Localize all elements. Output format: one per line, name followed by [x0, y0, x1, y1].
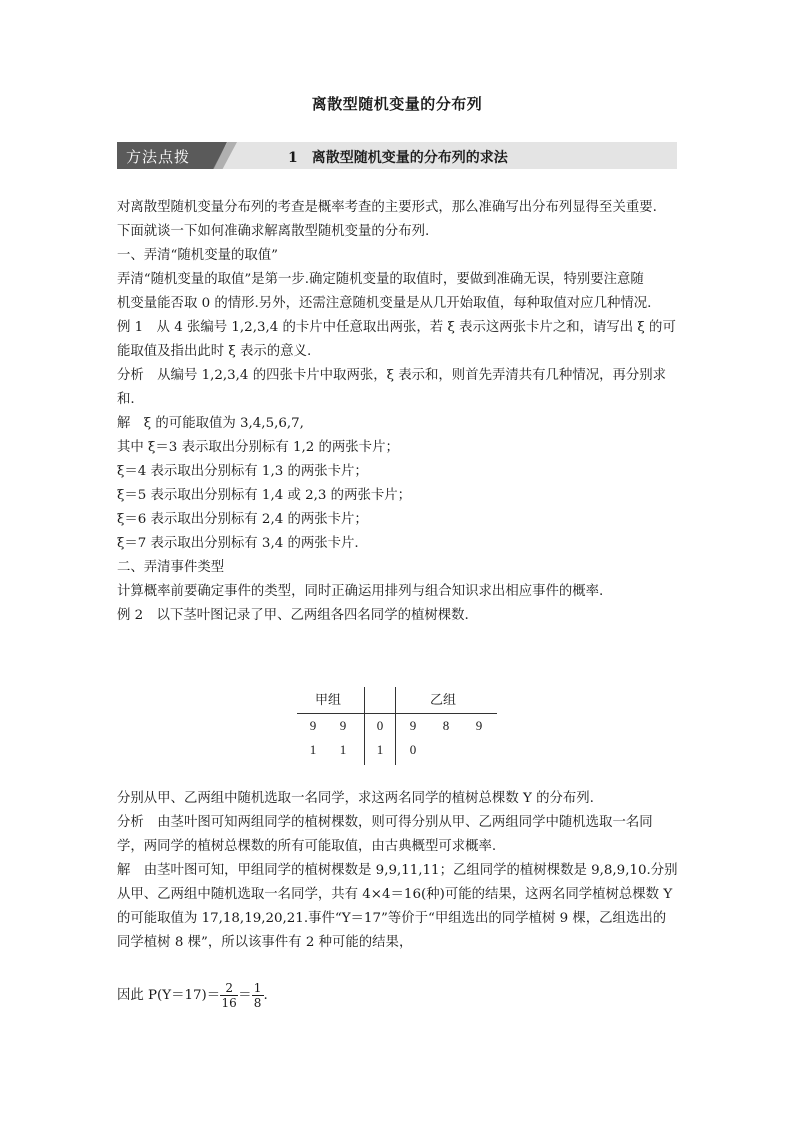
leaf-left: 9 [339, 718, 347, 733]
heading-2: 二、弄清事件类型 [117, 560, 225, 575]
equals-sign: ＝ [238, 988, 252, 1003]
leaf-left: 9 [309, 718, 317, 733]
solution-1: 解 ξ 的可能取值为 3,4,5,6,7, [117, 416, 304, 431]
fraction-numerator: 2 [220, 981, 238, 996]
text-line: ξ＝6 表示取出分别标有 2,4 的两张卡片； [117, 512, 368, 527]
leaf-left: 1 [339, 742, 347, 757]
text-line: 和. [117, 392, 135, 407]
banner-tag-label: 方法点拨 [126, 148, 191, 166]
text-line: ξ＝7 表示取出分别标有 3,4 的两张卡片. [117, 536, 359, 551]
analysis-2: 分析 由茎叶图可知两组同学的植树棵数，则可得分别从甲、乙两组同学中随机选取一名同 [117, 815, 653, 830]
result-suffix: . [263, 988, 268, 1003]
solution-2: 解 由茎叶图可知，甲组同学的植树棵数是 9,9,11,11；乙组同学的植树棵数是 9,8,9,10.分别 [117, 863, 678, 878]
fraction-2-16 [220, 981, 238, 1010]
leaf-right: 0 [409, 742, 417, 757]
leaf-right: 9 [475, 718, 483, 733]
section-banner [117, 142, 677, 169]
stem-divider-left [364, 687, 365, 765]
fraction-numerator: 1 [252, 981, 264, 996]
leaf-right: 9 [409, 718, 417, 733]
text-line: 下面就谈一下如何准确求解离散型随机变量的分布列. [117, 224, 430, 239]
text-line: ξ＝5 表示取出分别标有 1,4 或 2,3 的两张卡片； [117, 488, 412, 503]
right-group-header: 乙组 [430, 692, 457, 707]
text-line: 机变量能否取 0 的情形.另外，还需注意随机变量是从几开始取值，每种取值对应几种情况. [117, 296, 652, 311]
example-1: 例 1 从 4 张编号 1,2,3,4 的卡片中任意取出两张，若 ξ 表示这两张卡片之和，请写出 ξ 的可 [117, 320, 676, 335]
analysis-1: 分析 从编号 1,2,3,4 的四张卡片中取两张，ξ 表示和，则首先弄清共有几种情况，再分别求 [117, 368, 667, 383]
text-line: 其中 ξ＝3 表示取出分别标有 1,2 的两张卡片； [117, 440, 399, 455]
leaf-left: 1 [309, 742, 317, 757]
left-group-header: 甲组 [315, 692, 342, 707]
stem-value: 0 [376, 718, 384, 733]
leaf-right: 8 [442, 718, 450, 733]
example-2: 例 2 以下茎叶图记录了甲、乙两组各四名同学的植树棵数. [117, 608, 469, 623]
text-line: ξ＝4 表示取出分别标有 1,3 的两张卡片； [117, 464, 368, 479]
text-line: 计算概率前要确定事件的类型，同时正确运用排列与组合知识求出相应事件的概率. [117, 584, 604, 599]
text-line: 能取值及指出此时 ξ 表示的意义. [117, 344, 312, 359]
result-prefix: 因此 P(Y＝17)＝ [117, 988, 221, 1003]
probability-result [117, 981, 268, 1021]
fraction-denominator: 16 [221, 996, 237, 1010]
text-line: 对离散型随机变量分布列的考查是概率考查的主要形式，那么准确写出分布列显得至关重要. [117, 200, 657, 215]
banner-section-title: 1 离散型随机变量的分布列的求法 [288, 150, 508, 166]
header-rule [297, 713, 497, 714]
stem-value: 1 [376, 742, 384, 757]
body-text-part1 [117, 196, 679, 628]
fraction-denominator: 8 [253, 996, 262, 1010]
text-line: 从甲、乙两组中随机选取一名同学，共有 4×4＝16(种)可能的结果，这两名同学植树总棵数 Y [117, 887, 673, 902]
stem-divider-right [395, 687, 396, 765]
heading-1: 一、弄清“随机变量的取值” [117, 248, 278, 263]
text-line: 学，两同学的植树总棵数的所有可能取值，由古典概型可求概率. [117, 839, 497, 854]
text-line: 分别从甲、乙两组中随机选取一名同学，求这两名同学的植树总棵数 Y 的分布列. [117, 791, 594, 806]
text-line: 同学植树 8 棵”，所以该事件有 2 种可能的结果， [117, 935, 413, 950]
text-line: 的可能取值为 17,18,19,20,21.事件“Y＝17”等价于“甲组选出的同学植树 9 棵，乙组选出的 [117, 911, 667, 926]
stem-leaf-plot [297, 687, 497, 765]
fraction-1-8 [252, 981, 264, 1010]
body-text-part2 [117, 787, 679, 955]
document-title: 离散型随机变量的分布列 [311, 95, 483, 113]
text-line: 弄清“随机变量的取值”是第一步.确定随机变量的取值时，要做到准确无误，特别要注意随 [117, 272, 644, 287]
